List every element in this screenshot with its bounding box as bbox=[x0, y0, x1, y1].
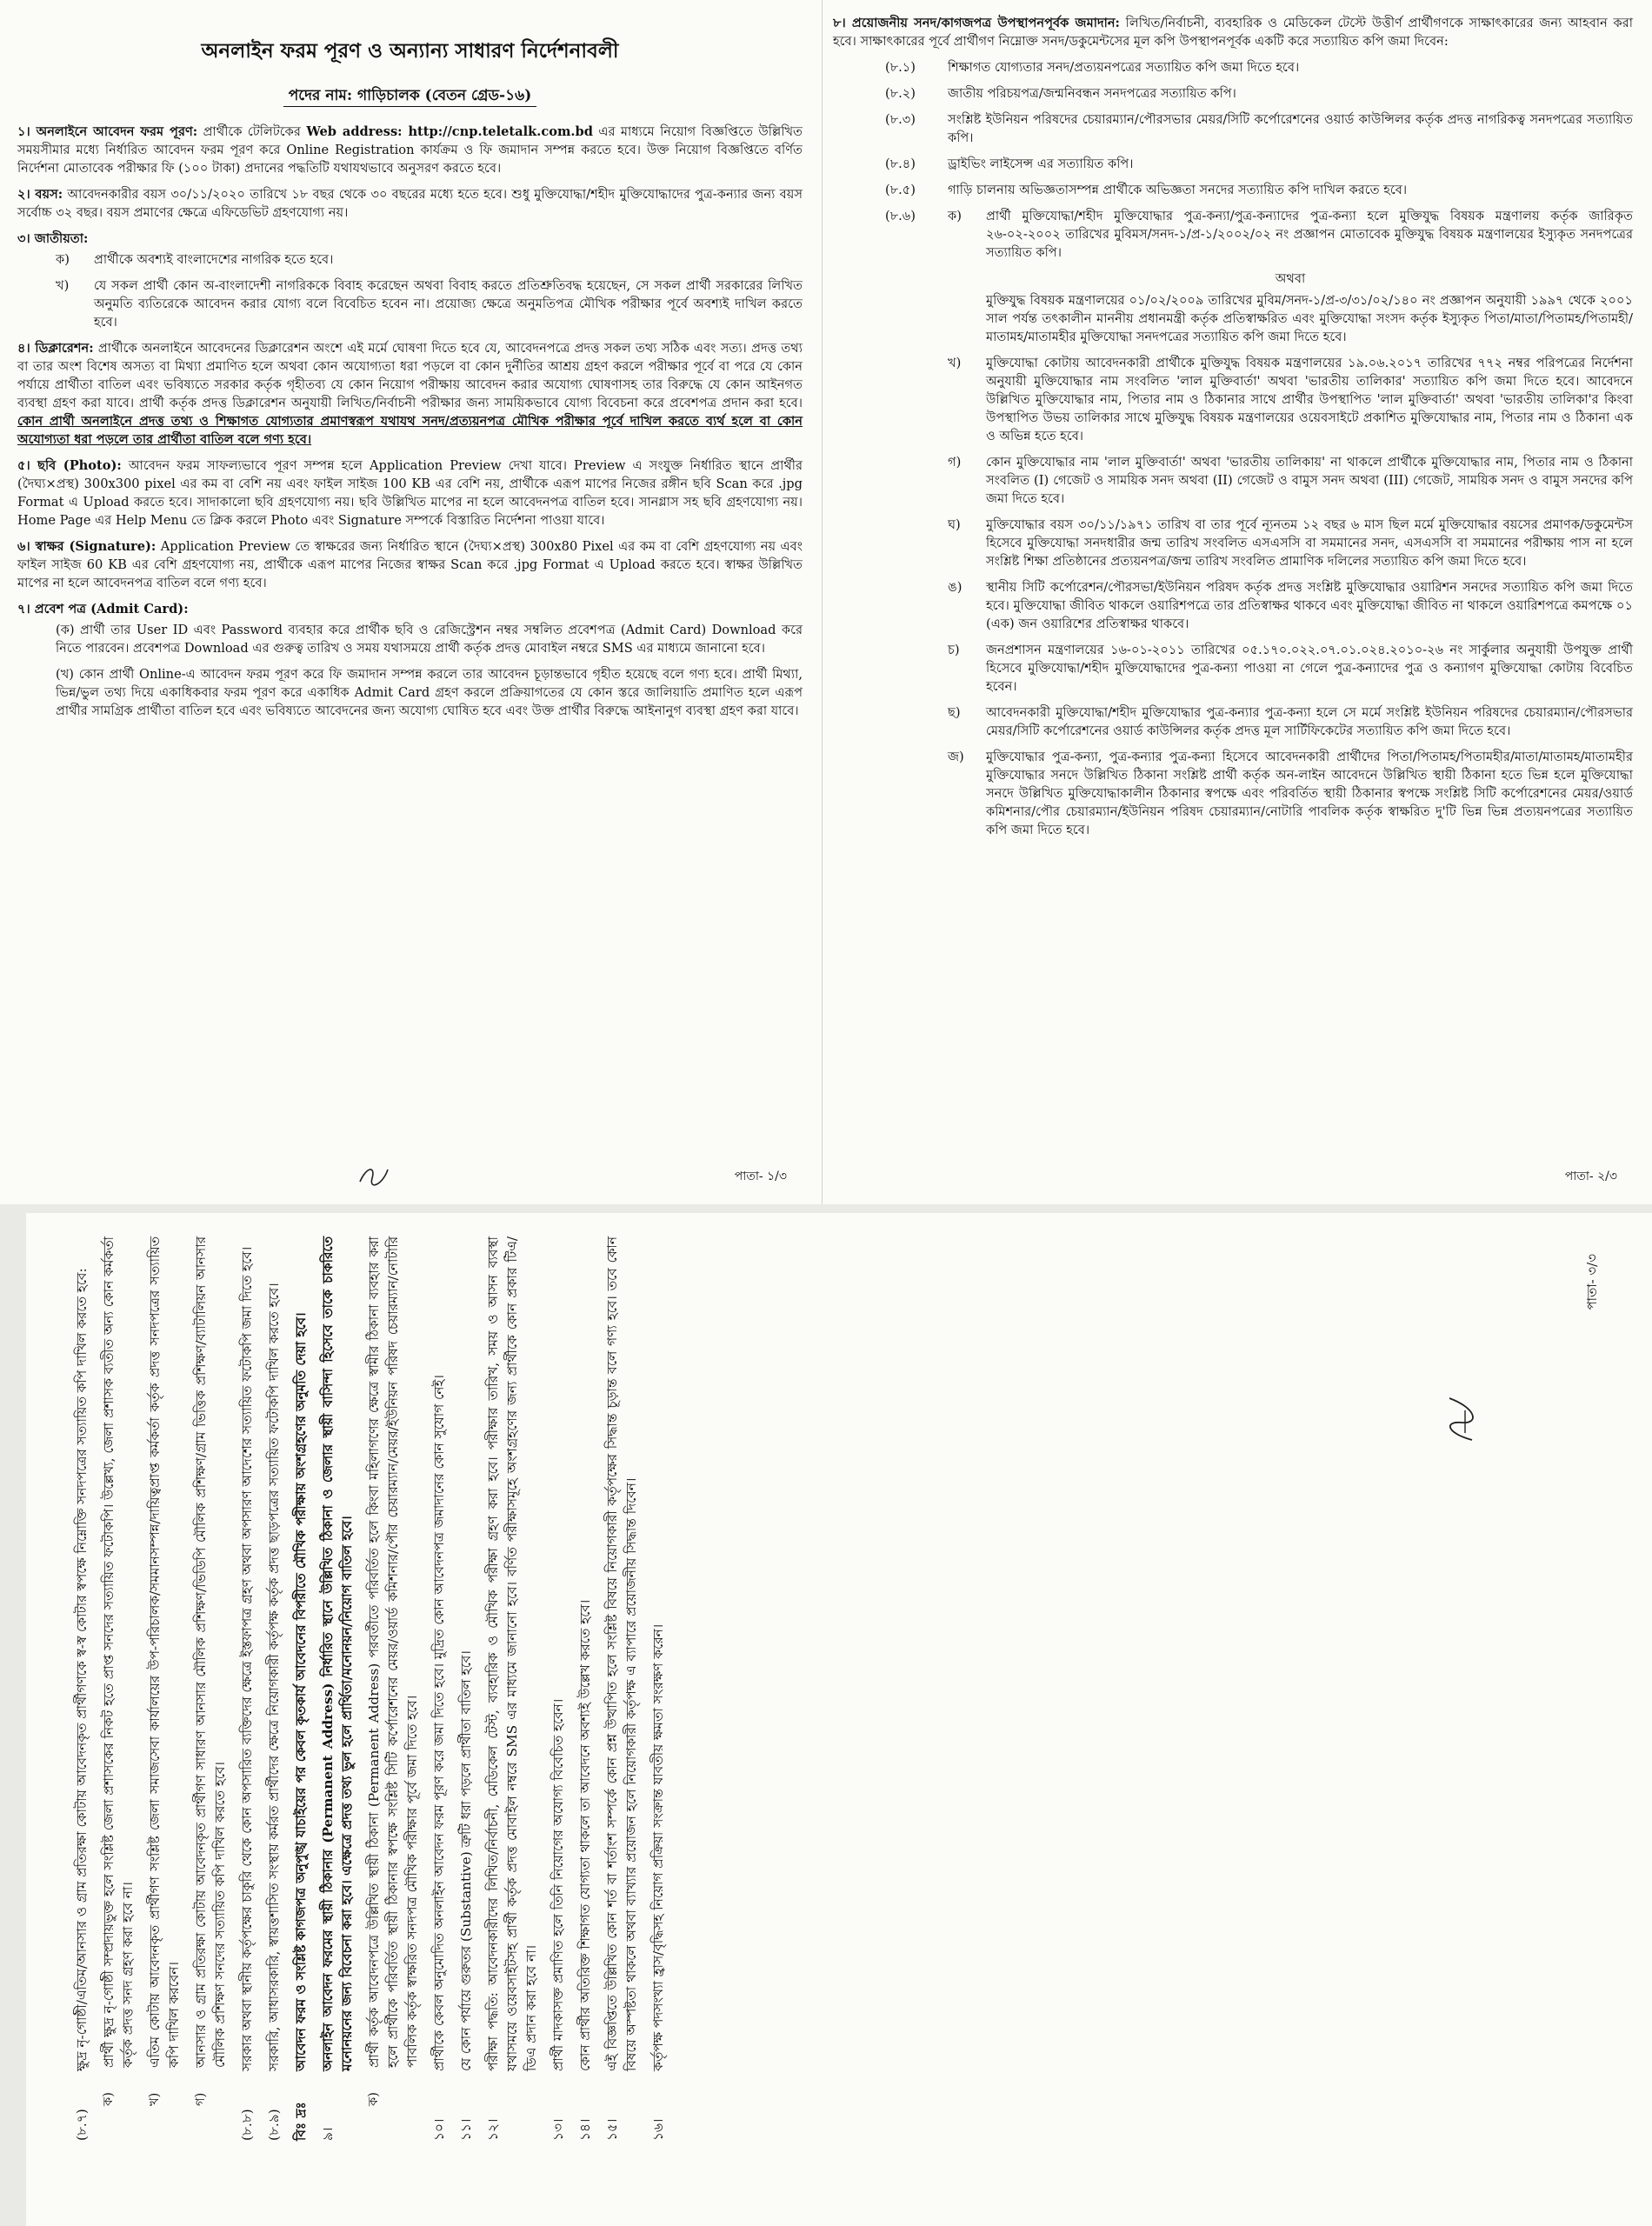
note: বিঃ দ্রঃ আবেদন ফরম ও সংশ্লিষ্ট কাগজপত্র অনুপুঙ্খ যাচাইয়ের পর কেবল কৃতকার্য আবেদনের বিপরীতে মৌখিক পরীক্ষায় অংশগ্রহণের অনুমতি দেয়া হবে। bbox=[293, 1312, 309, 2141]
item-8-3: (৮.৩) সংশ্লিষ্ট ইউনিয়ন পরিষদের চেয়ারম্যান/পৌরসভার মেয়র/সিটি কর্পোরেশনের ওয়ার্ড কাউন্সিলর কর্তৃক প্রদত্ত নাগরিকত্ব সনদপত্রের সত্যায়িত কপি। bbox=[885, 112, 1633, 145]
item-8-2: (৮.২) জাতীয় পরিচয়পত্র/জন্মনিবন্ধন সনদপত্রের সত্যায়িত কপি। bbox=[885, 86, 1236, 101]
item-8-6-cha: চ) জনপ্রশাসন মন্ত্রণালয়ের ১৬-০১-২০১১ তারিখের ০৫.১৭০.০২২.০৭.০১.০২৪.২০১০-২৬ নং সার্কুলার অনুযায়ী উপযুক্ত প্রার্থী হিসেবে মুক্তিযোদ্ধা/শহীদ মুক্তিযোদ্ধাদের পুত্র-কন্যা পাওয়া না গেলে পুত্র-কন্যাদের পুত্র ও কন্যাগণ মুক্তিযোদ্ধা কোটায় বিবেচিত হবেন। bbox=[948, 643, 1633, 694]
item-8-6-a: ক) প্রার্থী মুক্তিযোদ্ধা/শহীদ মুক্তিযোদ্ধার পুত্র-কন্যা/পুত্র-কন্যাদের পুত্র-কন্যা হলে মুক্তিযুদ্ধ বিষয়ক মন্ত্রণালয় কর্তৃক জারিকৃত ২৬-০২-২০০২ তারিখের মুবিমস/সনদ-১/প্র-১/২০০২/০২ নং প্রজ্ঞাপন মোতাবেক মুক্তিযুদ্ধ বিষয়ক মন্ত্রণালয়ের ইস্যুকৃত সনদপত্রের সত্যায়িত কপি। bbox=[948, 209, 1633, 260]
signature bbox=[1439, 1393, 1482, 1445]
page-3 bbox=[26, 1213, 1652, 2226]
page-number: পাতা- ২/৩ bbox=[1564, 1170, 1617, 1183]
item-8-4: (৮.৪) ড্রাইভিং লাইসেন্স এর সত্যায়িত কপি। bbox=[885, 157, 1134, 171]
section-5: ৫। ছবি (Photo): আবেদন ফরম সাফল্যভাবে পূরণ সম্পন্ন হলে Application Preview দেখা যাবে। Preview এ সংযুক্ত নির্ধারিত স্থানে প্রার্থীর (দৈঘ্য×প্রস্থ) 300x300 pixel এর কম বা বেশি নয় এবং ফাইল সাইজ 100 KB এর বেশি নয়, প্রার্থীকে এরূপ মাপের নিজের রঙ্গীন ছবি Scan করে .jpg Format এ Upload করতে হবে। সাদাকালো ছবি গ্রহণযোগ্য নয়। ছবি উল্লিখিত মাপের না হলে আবেদনপত্র বাতিল হবে। সানগ্লাস সহ ছবি গ্রহণযোগ্য নয়। Home Page এর Help Menu তে ক্লিক করলে Photo এবং Signature সম্পর্কে বিস্তারিত নির্দেশনা পাওয়া যাবে। bbox=[17, 458, 803, 528]
item-8-7-c: গ) আনসার ও গ্রাম প্রতিরক্ষা কোটায় আবেদনকৃত প্রার্থীগণ সাধারণ আনসার মৌলিক প্রশিক্ষণ/ভিডিপি মৌলিক প্রশিক্ষণ/গ্রাম ভিত্তিক প্রশিক্ষণ/ব্যাটালিয়ন আনসার মৌলিক প্রশিক্ষণ সনদের সত্যায়িত কপি দাখিল করতে হবে। bbox=[193, 1236, 228, 2106]
item-8-6-chha: ছ) আবেদনকারী মুক্তিযোদ্ধা/শহীদ মুক্তিযোদ্ধার পুত্র-কন্যার পুত্র-কন্যা হলে সে মর্মে সংশ্লিষ্ট ইউনিয়ন পরিষদের চেয়ারম্যান/পৌরসভার মেয়র/সিটি কর্পোরেশনের ওয়ার্ড কাউন্সিলর কর্তৃক প্রদত্ত মূল সার্টিফিকেটের সত্যায়িত কপি জমা দিতে হবে। bbox=[948, 705, 1633, 738]
item-8-9: (৮.৯) সরকারি, আধাসরকারি, স্বায়ত্তশাসিত সংস্থায় কর্মরত প্রার্থীদের ক্ষেত্রে নিয়োগকারী কর্তৃপক্ষ কর্তৃক প্রদত্ত ছাড়পত্রের সত্যায়িত ফটোকপি দাখিল করতে হবে। bbox=[266, 1283, 282, 2141]
section-1: ১। অনলাইনে আবেদন ফরম পূরণ: প্রার্থীকে টেলিটকের Web address: http://cnp.teletalk.com.bd এর মাধ্যমে নিয়োগ বিজ্ঞপ্তিতে উল্লিখিত সময়সীমার মধ্যে নির্ধারিত আবেদন ফরম পূরণ করে Online Registration কার্যক্রম ও ফি জমাদান সম্পন্ন করতে হবে। উক্ত নিয়োগ বিজ্ঞপ্তিতে বর্ণিত নির্দেশনা মোতাবেক পরীক্ষার ফি (১০০ টাকা) প্রদানের পদ্ধতিটি যথাযথভাবে অনুসরণ করতে হবে। bbox=[17, 124, 803, 176]
item-8-6-ga: গ) কোন মুক্তিযোদ্ধার নাম 'লাল মুক্তিবার্তা' অথবা 'ভারতীয় তালিকায়' না থাকলে প্রার্থীকে মুক্তিযোদ্ধার নাম, পিতার নাম ও ঠিকানা সংবলিত (I) গেজেট ও সাময়িক সনদ অথবা (II) গেজেট ও বামুস সনদ অথবা (III) গেজেট, সাময়িক সনদ ও বামুস সনদের কপি জমা দিতে হবে। bbox=[948, 455, 1633, 506]
web-address: Web address: http://cnp.teletalk.com.bd bbox=[306, 124, 593, 139]
page-number: পাতা- ৩/৩ bbox=[1584, 1254, 1600, 1310]
item-8-6-kha: খ) মুক্তিযোদ্ধা কোটায় আবেদনকারী প্রার্থীকে মুক্তিযুদ্ধ বিষয়ক মন্ত্রণালয়ের ১৯.০৬.২০১৭ তারিখের ৭৭২ নম্বর পরিপত্রের নির্দেশনা অনুযায়ী মুক্তিযোদ্ধার নাম সংবলিত 'লাল মুক্তিবার্তা' অথবা 'ভারতীয় তালিকার' সত্যায়িত কপি জমা দিতে হবে। আবেদনে উল্লিখিত মুক্তিযোদ্ধার নাম, পিতার নাম ও ঠিকানার সাথে প্রার্থীর উপস্থাপিত 'লাল মুক্তিবার্তা' অথবা 'ভারতীয় তালিকা'র কিংবা উপস্থাপিত উভয় তালিকার সাথে মুক্তিযুদ্ধ বিষয়ক মন্ত্রণালয়ের ওয়েবসাইটে প্রকাশিত মুক্তিযোদ্ধার নাম, পিতার নাম ও ঠিকানা এক ও অভিন্ন হতে হবে। bbox=[948, 356, 1633, 443]
item-8-1: (৮.১) শিক্ষাগত যোগ্যতার সনদ/প্রত্যয়নপত্রের সত্যায়িত কপি জমা দিতে হবে। bbox=[885, 60, 1300, 75]
section-3-b: খ) যে সকল প্রার্থী কোন অ-বাংলাদেশী নাগরিককে বিবাহ করেছেন অথবা বিবাহ করতে প্রতিশ্রুতিবদ্ধ হয়েছেন, সে সকল প্রার্থী সরকারের লিখিত অনুমতি ব্যতিরেকে আবেদন করার যোগ্য বলে বিবেচিত হবেন না। প্রয়োজ্য ক্ষেত্রে অনুমতিপত্র মৌখিক পরীক্ষার পূর্বে অবশ্যই দাখিল করতে হবে। bbox=[56, 278, 803, 330]
item-8-6: (৮.৬) ক) প্রার্থী মুক্তিযোদ্ধা/শহীদ মুক্তিযোদ্ধার পুত্র-কন্যা/পুত্র-কন্যাদের পুত্র-কন্যা হলে মুক্তিযুদ্ধ বিষয়ক মন্ত্রণালয় কর্তৃক জারিকৃত ২৬-০২-২০০২ তারিখের মুবিমস/সনদ-১/প্র-১/২০০২/০২ নং প্রজ্ঞাপন মোতাবেক মুক্তিযুদ্ধ বিষয়ক মন্ত্রণালয়ের ইস্যুকৃত সনদপত্রের সত্যায়িত কপি। অথবা মুক্তিযুদ্ধ বিষয়ক মন্ত্রণালয়ের ০১/০২/২০০৯ তারিখের মুবিম/সনদ-১/প্র-৩/৩১/০২/১৪০ নং প্রজ্ঞাপন অনুযায়ী ১৯৯৭ থেকে ২০০১ সাল পর্যন্ত তৎকালীন মাননীয় প্রধানমন্ত্রী কর্তৃক প্রতিস্বাক্ষরিত এবং মুক্তিযোদ্ধা সংসদ কর্তৃক ইস্যুকৃত পিতা/মাতা/পিতামহ/পিতামহী/মাতামহ/মাতামহীর মুক্তিযোদ্ধা সনদপত্রের সত্যায়িত কপি জমা দিতে হবে। bbox=[885, 209, 1633, 344]
item-8-6-umo: ঙ) স্থানীয় সিটি কর্পোরেশন/পৌরসভা/ইউনিয়ন পরিষদ কর্তৃক প্রদত্ত সংশ্লিষ্ট মুক্তিযোদ্ধার ওয়ারিশন সনদের সত্যায়িত কপি জমা দিতে হবে। মুক্তিযোদ্ধা জীবিত থাকলে ওয়ারিশপত্রে তার প্রতিস্বাক্ষর থাকবে এবং মুক্তিযোদ্ধা জীবিত না থাকলে ওয়ারিশপত্রে কমপক্ষে ০১ (এক) জন ওয়ারিশের প্রতিস্বাক্ষর থাকবে। bbox=[948, 580, 1633, 631]
item-8-5: (৮.৫) গাড়ি চালনায় অভিজ্ঞতাসম্পন্ন প্রার্থীকে অভিজ্ঞতা সনদের সত্যায়িত কপি দাখিল করতে হবে। bbox=[885, 183, 1408, 197]
section-6: ৬। স্বাক্ষর (Signature): Application Preview তে স্বাক্ষরের জন্য নির্ধারিত স্থানে (দৈঘ্য×প্রস্থ) 300x80 Pixel এর কম বা বেশি গ্রহণযোগ্য নয় এবং ফাইল সাইজ 60 KB এর বেশি গ্রহণযোগ্য নয়, প্রার্থীকে এরূপ মাপের নিজের স্বাক্ষর Scan করে .jpg Format এ Upload করতে হবে। স্বাক্ষর উল্লিখিত মাপের না হলে আবেদনপত্র বাতিল বলে গণ্য হবে। bbox=[17, 539, 803, 590]
item-10: ১০। প্রার্থীকে কেবল অনুমোদিত অনলাইন আবেদন ফরম পূরণ করে জমা দিতে হবে। মুদ্রিত কোন আবেদনপত্র জমাদানের কোন সুযোগ নেই। bbox=[431, 1375, 447, 2141]
item-11: ১১। যে কোন পর্যায়ে গুরুতর (Substantive) ত্রুটি ধরা পড়লে প্রার্থীতা বাতিল হবে। bbox=[458, 1650, 474, 2141]
item-8-7-a: ক) প্রার্থী ক্ষুদ্র নৃ-গোষ্ঠী সম্প্রদায়ভুক্ত হলে সংশ্লিষ্ট জেলা প্রশাসকের নিকট হতে প্রাপ্ত সনদের সত্যায়িত ফটোকপি। উল্লেখ্য, জেলা প্রশাসক ব্যতীত অন্য কোন কর্মকর্তা কর্তৃক প্রদত্ত সনদ গ্রহণ করা হবে না। bbox=[101, 1236, 136, 2106]
document-title: অনলাইন ফরম পূরণ ও অন্যান্য সাধারণ নির্দেশনাবলী bbox=[201, 39, 619, 63]
item-8-7-b: খ) এতিম কোটায় আবেদনকৃত প্রার্থীগণ সংশ্লিষ্ট জেলা সমাজসেবা কার্যালয়ের উপ-পরিচালক/সমমানসম্পন্ন/দায়িত্বপ্রাপ্ত কর্মকর্তা কর্তৃক প্রদত্ত সনদপত্রের সত্যায়িত কপি দাখিল করবেন। bbox=[147, 1236, 182, 2106]
page-1 bbox=[0, 0, 822, 1204]
item-8-6-gha: ঘ) মুক্তিযোদ্ধার বয়স ৩০/১১/১৯৭১ তারিখ বা তার পূর্বে ন্যূনতম ১২ বছর ৬ মাস ছিল মর্মে মুক্তিযোদ্ধার বয়সের প্রমাণক/ডকুমেন্টস হিসেবে মুক্তিযোদ্ধা সনদধারীর জন্ম তারিখ সংবলিত এসএসসি বা সমমানের সনদ, এসএসসি বা সমমানের পরীক্ষায় পাস না হলে সংশ্লিষ্ট শিক্ষা প্রতিষ্ঠানের প্রত্যয়নপত্র/জন্ম তারিখ সংবলিত প্রামাণিক দলিলের সত্যায়িত কপি জমা দিতে হবে। bbox=[948, 517, 1633, 569]
section-7-b: (খ) কোন প্রার্থী Online-এ আবেদন ফরম পূরণ করে ফি জমাদান সম্পন্ন করলে তার আবেদন চূড়ান্তভাবে গৃহীত হয়েছে বলে গণ্য হবে। প্রার্থী মিথ্যা, ভিন্ন/ভুল তথ্য দিয়ে একাধিকবার ফরম পূরণ করে একাধিক Admit Card গ্রহণ করলে প্রক্রিয়াগতের যে কোন স্তরে জালিয়াতি প্রমাণিত হলে এরূপ প্রার্থীর সামগ্রিক প্রার্থীতা বাতিল হবে এবং ভবিষ্যতে আবেদনের জন্য অযোগ্য ঘোষিত হবে এবং উক্ত প্রার্থীর বিরুদ্ধে আইনানুগ ব্যবস্থা গ্রহণ করা যাবে। bbox=[56, 667, 803, 718]
post-name: পদের নাম: গাড়িচালক (বেতন গ্রেড-১৬) bbox=[17, 84, 803, 109]
section-4: ৪। ডিক্লারেশন: প্রার্থীকে অনলাইনে আবেদনের ডিক্লারেশন অংশে এই মর্মে ঘোষণা দিতে হবে যে, আবেদনপত্রে প্রদত্ত সকল তথ্য সঠিক এবং সত্য। প্রদত্ত তথ্য বা তার অংশ বিশেষ অসত্য বা মিথ্যা প্রমাণিত হলে অথবা কোন অযোগ্যতা ধরা পড়লে বা কোন দুর্নীতির আশ্রয় গ্রহণ করলে পরীক্ষার পূর্বে বা পরে যে কোন পর্যায়ে প্রার্থীতা বাতিল এবং ভবিষ্যতে সরকার কর্তৃক গৃহীতব্য যে কোন নিয়োগ পরীক্ষায় আবেদন করার অযোগ্য ঘোষণাসহ তার বিরুদ্ধে যে কোন আইনগত ব্যবস্থা গ্রহণ করা যাবে। প্রার্থী কর্তৃক প্রদত্ত ডিক্লারেশন অনুযায়ী লিখিত/নির্বাচনী পরীক্ষার জন্য সাময়িকভাবে যোগ্য বিবেচনা করে প্রবেশপত্র প্রদান করা হবে। কোন প্রার্থী অনলাইনে প্রদত্ত তথ্য ও শিক্ষাগত যোগ্যতার প্রমাণস্বরূপ যথাযথ সনদ/প্রত্যয়নপত্র মৌখিক পরীক্ষার পূর্বে দাখিল করতে ব্যর্থ হলে বা কোন অযোগ্যতা ধরা পড়লে তার প্রার্থীতা বাতিল বলে গণ্য হবে। bbox=[17, 341, 803, 447]
item-8-6-alternative: মুক্তিযুদ্ধ বিষয়ক মন্ত্রণালয়ের ০১/০২/২০০৯ তারিখের মুবিম/সনদ-১/প্র-৩/৩১/০২/১৪০ নং প্রজ্ঞাপন অনুযায়ী ১৯৯৭ থেকে ২০০১ সাল পর্যন্ত তৎকালীন মাননীয় প্রধানমন্ত্রী কর্তৃক প্রতিস্বাক্ষরিত এবং মুক্তিযোদ্ধা সংসদ কর্তৃক ইস্যুকৃত পিতা/মাতা/পিতামহ/পিতামহী/মাতামহ/মাতামহীর মুক্তিযোদ্ধা সনদপত্রের সত্যায়িত কপি জমা দিতে হবে। bbox=[986, 293, 1633, 344]
page-2 bbox=[822, 0, 1652, 1204]
section-8: ৮। প্রয়োজনীয় সনদ/কাগজপত্র উপস্থাপনপূর্বক জমাদান: লিখিত/নির্বাচনী, ব্যবহারিক ও মেডিকেল টেস্টে উত্তীর্ণ প্রার্থীগণকে সাক্ষাৎকারের জন্য আহবান করা হবে। সাক্ষাৎকারের পূর্বে প্রার্থীগণ নিম্নোক্ত সনদ/ডকুমেন্টসের মূল কপি উপস্থাপনপূর্বক একটি করে সত্যায়িত কপি জমা দিবেন: bbox=[833, 16, 1633, 49]
or-separator: অথবা bbox=[1275, 271, 1306, 286]
item-15: ১৫। এই বিজ্ঞপ্তিতে উল্লিখিত কোন শর্ত বা শর্তাংশ সম্পর্কে কোন প্রশ্ন উত্থাপিত হলে সংশ্লিষ্ট বিষয়ে নিয়োগকারী কর্তৃপক্ষের সিদ্ধান্ত চূড়ান্ত বলে গণ্য হবে। তবে কোন বিষয়ে অস্পষ্টতা থাকলে অথবা ব্যাখ্যার প্রয়োজন হলে নিয়োগকারী কর্তৃপক্ষ এ ব্যাপারে প্রয়োজনীয় সিদ্ধান্ত দিবেন। bbox=[604, 1236, 639, 2141]
item-9: ৯। অনলাইন আবেদন ফরমের স্থায়ী ঠিকানার (Permanent Address) নির্ধারিত স্থানে উল্লিখিত ঠিকানা ও জেলার স্থায়ী বাসিন্দা হিসেবে তাকে চাকরিতে মনোনয়নের জন্য বিবেচনা করা হবে। এক্ষেত্রে প্রদত্ত তথ্য ভুল হলে প্রার্থিতা/মনোনয়ন/নিয়োগ বাতিল হবে। bbox=[320, 1236, 355, 2141]
item-8-6-ja: জ) মুক্তিযোদ্ধার পুত্র-কন্যা, পুত্র-কন্যার পুত্র-কন্যা হিসেবে আবেদনকারী প্রার্থীদের পিতা/পিতামহ/পিতামহীর/মাতা/মাতামহ/মাতামহীর মুক্তিযোদ্ধার সনদে উল্লিখিত ঠিকানা সংশ্লিষ্ট প্রার্থী কর্তৃক অন-লাইন আবেদনে উল্লিখিত স্থায়ী ঠিকানা হতে ভিন্ন হলে মুক্তিযোদ্ধা সনদে উল্লিখিত মুক্তিযোদ্ধাকালীন ঠিকানার স্বপক্ষে এবং পরিবর্তিত স্থায়ী ঠিকানার স্বপক্ষে সংশ্লিষ্ট সিটি কর্পোরেশনের মেয়র/ওয়ার্ড কমিশনার/পৌর চেয়ারম্যান/ইউনিয়ন পরিষদ চেয়ারম্যান/নোটারি পাবলিক কর্তৃক স্বাক্ষরিত দু'টি ভিন্ন ভিন্ন প্রত্যয়নপত্রের সত্যায়িত কপি জমা দিতে হবে। bbox=[948, 750, 1633, 837]
item-8-7: (৮.৭) ক্ষুদ্র নৃ-গোষ্ঠী/এতিম/আনসার ও গ্রাম প্রতিরক্ষা কোটায় আবেদনকৃত প্রার্থীগণকে স্ব-স্ব কোটার স্বপক্ষে নিম্নোক্তি সনদপত্রের সত্যায়িত কপি দাখিল করতে হবে: bbox=[74, 1268, 90, 2141]
item-14: ১৪। কোন প্রার্থীর অতিরিক্ত শিক্ষাগত যোগ্যতা থাকলে তা আবেদনে অবশ্যই উল্লেখ করতে হবে। bbox=[577, 1599, 593, 2141]
section-3-a: ক) প্রার্থীকে অবশ্যই বাংলাদেশের নাগরিক হতে হবে। bbox=[56, 252, 334, 267]
item-16: ১৬। কর্তৃপক্ষ পদসংখ্যা হ্রাস/বৃদ্ধিসহ নিয়োগ প্রক্রিয়া সংক্রান্ত যাবতীয় ক্ষমতা সংরক্ষণ করেন। bbox=[650, 1623, 666, 2141]
page-3-rotated-content bbox=[48, 1219, 1630, 2219]
initial-signature bbox=[356, 1163, 391, 1189]
item-13: ১৩। প্রার্থী মাদকাসক্ত প্রমাণিত হলে তিনি নিয়োগের অযোগ্য বিবেচিত হবেন। bbox=[550, 1698, 566, 2141]
section-7-heading: ৭। প্রবেশ পত্র (Admit Card): bbox=[17, 602, 189, 616]
item-9-a: ক) প্রার্থী কর্তৃক আবেদনপত্রে উল্লিখিত স্থায়ী ঠিকানা (Permanent Address) পরবর্তীতে পরিবর্তিত হলে কিংবা মহিলাগণের ক্ষেত্রে স্বামীর ঠিকানা ব্যবহার করা হলে প্রার্থীকে পরিবর্তিত স্থায়ী ঠিকানার স্বপক্ষে সংশ্লিষ্ট সিটি কর্পোরেশনের মেয়র/ওয়ার্ড কমিশনার/পৌর চেয়ারম্যান/মেয়র/ইউনিয়ন পরিষদ চেয়ারম্যান/নোটারি পাবলিক কর্তৃক স্বাক্ষরিত সনদপত্র মৌখিক পরীক্ষার পূর্বে জমা দিতে হবে। bbox=[366, 1236, 420, 2106]
section-7-a: (ক) প্রার্থী তার User ID এবং Password ব্যবহার করে প্রার্থীক ছবি ও রেজিস্ট্রেশন নম্বর সম্বলিত প্রবেশপত্র (Admit Card) Download করে নিতে পারবেন। প্রবেশপত্র Download এর গুরুত্ব তারিখ ও সময় যথাসময়ে প্রার্থী কর্তৃক প্রদত্ত মোবাইল নম্বরে SMS এর মাধ্যমে জানানো হবে। bbox=[56, 623, 803, 656]
item-12: ১২। পরীক্ষা পদ্ধতি: আবেদনকারীদের লিখিত/নির্বাচনী, মেডিকেল টেস্ট, ব্যবহারিক ও মৌখিক পরীক্ষা গ্রহণ করা হবে। পরীক্ষার তারিখ, সময় ও আসন ব্যবস্থা যথাসময়ে ওয়েবসাইটসহ প্রার্থী কর্তৃক প্রদত্ত মোবাইল নম্বরে SMS এর মাধ্যমে জানানো হবে। বর্ণিত পরীক্ষাসমূহে অংশগ্রহণের জন্য প্রার্থীকে কোন প্রকার টিএ/ডিএ প্রদান করা হবে না। bbox=[485, 1236, 539, 2141]
page-number: পাতা- ১/৩ bbox=[734, 1170, 787, 1183]
section-3-heading: ৩। জাতীয়তা: bbox=[17, 231, 89, 246]
item-8-8: (৮.৮) সরকার অথবা স্থানীয় কর্তৃপক্ষের চাকুরি থেকে কোন অপসারিত ব্যক্তিদের ক্ষেত্রে ইস্তফাপত্র গ্রহণ অথবা অপসারণ আদেশের সত্যায়িত ফটোকপি জমা দিতে হবে। bbox=[239, 1246, 255, 2141]
section-2: ২। বয়স: আবেদনকারীর বয়স ৩০/১১/২০২০ তারিখে ১৮ বছর থেকে ৩০ বছরের মধ্যে হতে হবে। শুধু মুক্তিযোদ্ধা/শহীদ মুক্তিযোদ্ধাদের পুত্র-কন্যার জন্য বয়স সর্বোচ্চ ৩২ বছর। বয়স প্রমাণের ক্ষেত্রে এফিডেভিট গ্রহণযোগ্য নয়। bbox=[17, 187, 803, 220]
